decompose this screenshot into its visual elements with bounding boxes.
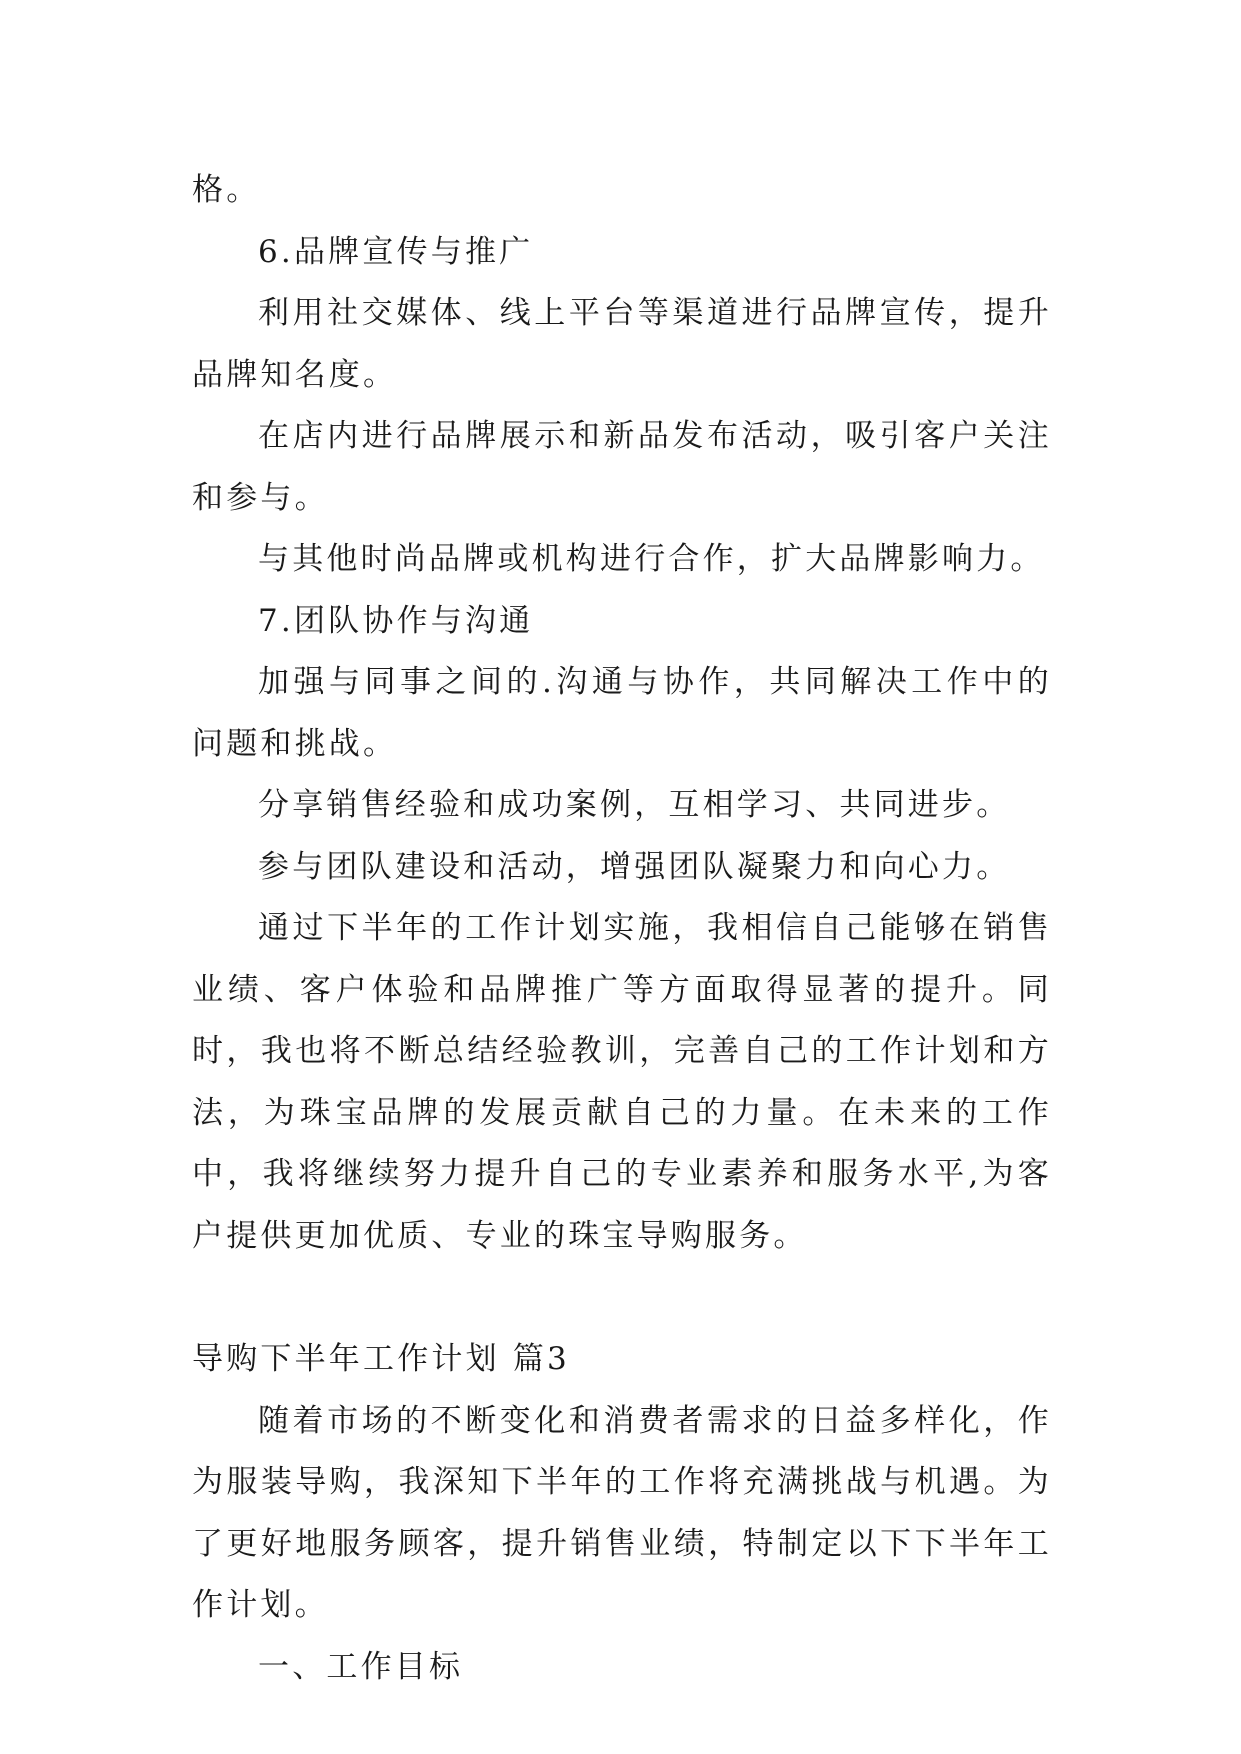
section-title: 导购下半年工作计划 篇3	[192, 1341, 570, 1377]
section-heading-goals: 一、工作目标	[258, 1648, 464, 1685]
section-heading-6: 6.品牌宣传与推广	[258, 233, 534, 270]
paragraph: 格。	[192, 172, 261, 208]
paragraph: 在店内进行品牌展示和新品发布活动，吸引客户关注和参与。	[192, 418, 1052, 516]
paragraph: 通过下半年的工作计划实施，我相信自己能够在销售业绩、客户体验和品牌推广等方面取得显著的提升。同时，我也将不断总结经验教训，完善自己的工作计划和方法，为珠宝品牌的发展贡献自己的力量。在未来的工作中，我将继续努力提升自己的专业素养和服务水平,为客户提供更加优质、专业的珠宝导购服务。	[192, 910, 1052, 1254]
section-heading-7: 7.团队协作与沟通	[258, 602, 534, 639]
paragraph: 加强与同事之间的.沟通与协作，共同解决工作中的问题和挑战。	[192, 664, 1052, 762]
paragraph: 分享销售经验和成功案例，互相学习、共同进步。	[258, 787, 1011, 823]
document-page	[192, 160, 1052, 1698]
paragraph: 参与团队建设和活动，增强团队凝聚力和向心力。	[258, 848, 1011, 885]
spacer	[192, 1267, 1052, 1329]
paragraph: 随着市场的不断变化和消费者需求的日益多样化，作为服装导购，我深知下半年的工作将充满挑战与机遇。为了更好地服务顾客，提升销售业绩，特制定以下下半年工作计划。	[192, 1402, 1052, 1623]
paragraph: 利用社交媒体、线上平台等渠道进行品牌宣传，提升品牌知名度。	[192, 295, 1052, 393]
paragraph: 与其他时尚品牌或机构进行合作，扩大品牌影响力。	[258, 541, 1045, 577]
